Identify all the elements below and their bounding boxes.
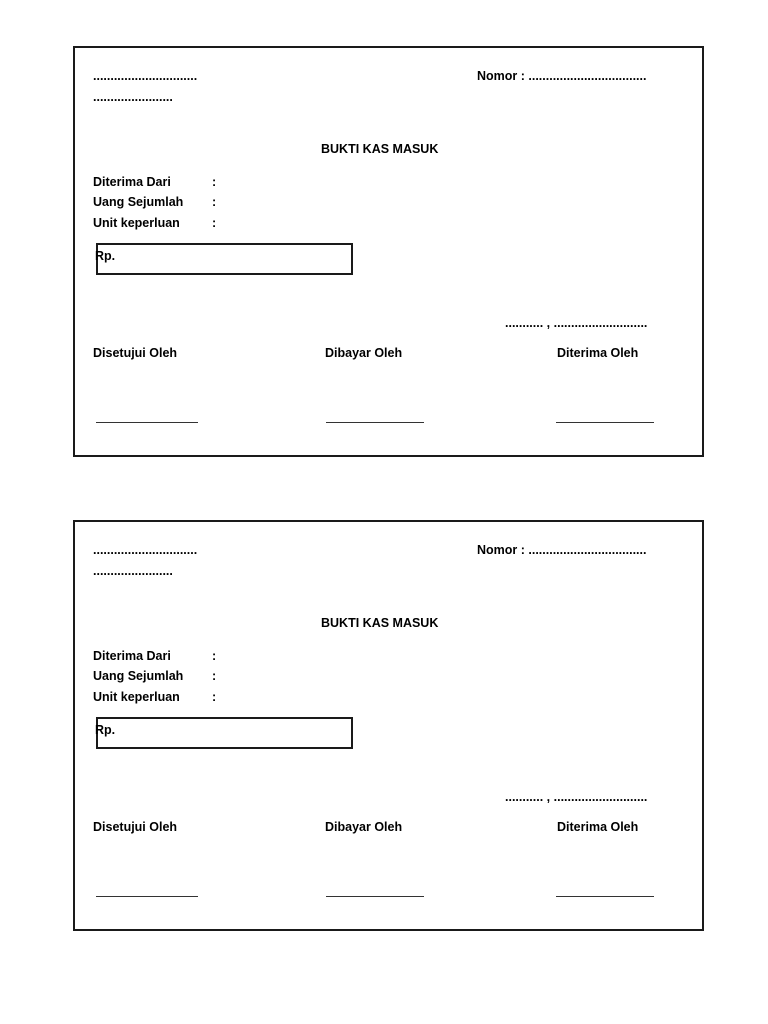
- amount-box[interactable]: [96, 243, 353, 275]
- signature-line-approved: [96, 896, 198, 897]
- field-purpose-colon: :: [212, 690, 217, 704]
- cash-receipt-voucher-1: [73, 46, 704, 457]
- field-amount-in-words-label: Uang Sejumlah: [93, 195, 184, 209]
- signature-approved-by: Disetujui Oleh: [93, 820, 178, 834]
- amount-label: Rp.: [95, 249, 116, 263]
- signature-line-received: [556, 422, 654, 423]
- signature-line-received: [556, 896, 654, 897]
- field-purpose-label: Unit keperluan: [93, 690, 180, 704]
- organization-line-1: ..............................: [93, 543, 198, 557]
- field-received-from-label: Diterima Dari: [93, 175, 171, 189]
- signature-paid-by: Dibayar Oleh: [325, 820, 403, 834]
- signature-line-approved: [96, 422, 198, 423]
- field-purpose-label: Unit keperluan: [93, 216, 180, 230]
- field-received-from-colon: :: [212, 649, 217, 663]
- amount-box[interactable]: [96, 717, 353, 749]
- signature-received-by: Diterima Oleh: [557, 346, 639, 360]
- signature-line-paid: [326, 896, 424, 897]
- organization-line-2: .......................: [93, 90, 173, 104]
- field-amount-in-words-colon: :: [212, 669, 217, 683]
- amount-label: Rp.: [95, 723, 116, 737]
- organization-line-1: ..............................: [93, 69, 198, 83]
- field-received-from-colon: :: [212, 175, 217, 189]
- signature-received-by: Diterima Oleh: [557, 820, 639, 834]
- field-amount-in-words-label: Uang Sejumlah: [93, 669, 184, 683]
- organization-line-2: .......................: [93, 564, 173, 578]
- voucher-title: BUKTI KAS MASUK: [321, 142, 439, 156]
- voucher-number: Nomor : ..................................: [477, 543, 647, 557]
- cash-receipt-voucher-2: [73, 520, 704, 931]
- field-purpose-colon: :: [212, 216, 217, 230]
- place-date-line: ........... , ...........................: [505, 316, 648, 330]
- field-amount-in-words-colon: :: [212, 195, 217, 209]
- voucher-title: BUKTI KAS MASUK: [321, 616, 439, 630]
- place-date-line: ........... , ...........................: [505, 790, 648, 804]
- signature-paid-by: Dibayar Oleh: [325, 346, 403, 360]
- signature-line-paid: [326, 422, 424, 423]
- signature-approved-by: Disetujui Oleh: [93, 346, 178, 360]
- field-received-from-label: Diterima Dari: [93, 649, 171, 663]
- voucher-number: Nomor : ..................................: [477, 69, 647, 83]
